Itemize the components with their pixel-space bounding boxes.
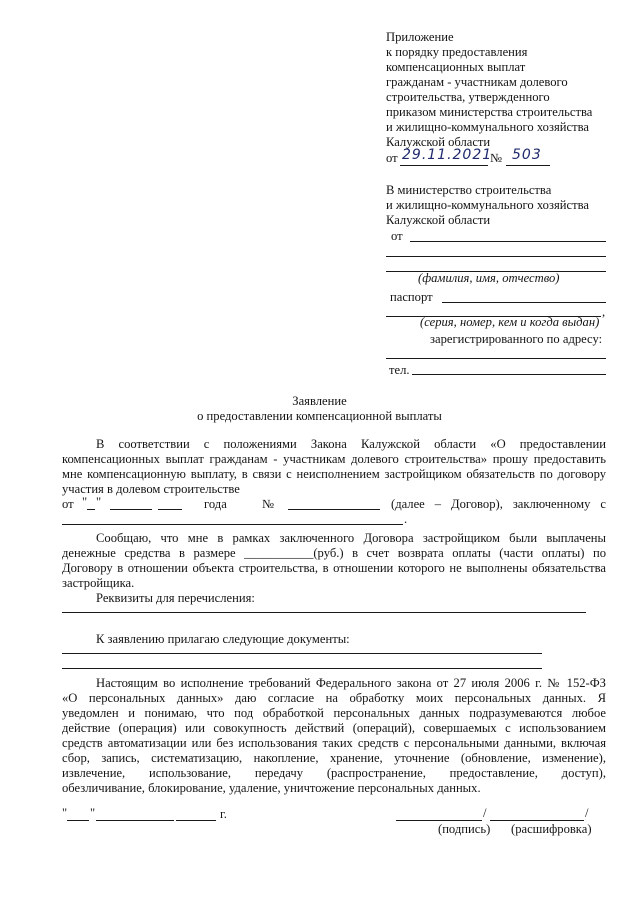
phone-label: тел.	[389, 363, 410, 377]
consent-paragraph-line: сбор, запись, систематизацию, накопление, хранение, уточнение (обновление, изменение),	[62, 751, 606, 765]
appendix-line: приказом министерства строительства	[386, 105, 593, 119]
consent-paragraph-line: «О персональных данных» даю согласие на обработку моих персональных данных. Я	[62, 691, 606, 705]
requisites-field-line[interactable]	[62, 612, 586, 613]
appendix-line: компенсационных выплат	[386, 60, 526, 74]
passport-comma: ,	[602, 305, 606, 319]
request-paragraph-line: участия в долевом строительстве	[62, 482, 240, 496]
signature-slash: /	[483, 806, 487, 820]
requisites-label: Реквизиты для перечисления:	[96, 591, 255, 605]
registered-label: зарегистрированного по адресу:	[430, 332, 603, 346]
passport-field-line[interactable]	[442, 302, 606, 303]
fio-field-line[interactable]	[410, 241, 606, 242]
payment-paragraph-line: денежные средства в размере ___________(руб.) в счет возврата оплаты (части оплаты) по	[62, 546, 606, 560]
contract-year-field[interactable]	[158, 509, 182, 510]
consent-paragraph-line: обезличивание, блокирование, удаление, уничтожение персональных данных.	[62, 781, 481, 795]
appendix-from-prefix: от	[386, 151, 398, 165]
appendix-line: строительства, утвержденного	[386, 90, 550, 104]
consent-paragraph-line: средств автоматизации или без использования таких средств с персональными данными, включая	[62, 736, 606, 750]
footer-quote-open: "	[62, 806, 68, 820]
attachments-label: К заявлению прилагаю следующие документы:	[96, 632, 350, 646]
fio-hint: (фамилия, имя, отчество)	[418, 271, 560, 285]
passport-label: паспорт	[390, 290, 433, 304]
request-paragraph-line: компенсационных выплат гражданам - участникам долевого строительства» прошу предоставить	[62, 452, 606, 466]
contract-number-field[interactable]	[288, 509, 380, 510]
footer-day-field[interactable]	[67, 820, 89, 821]
contract-quote-close: "	[96, 495, 102, 509]
contract-month-field[interactable]	[110, 509, 152, 510]
document-title: Заявление	[292, 394, 347, 408]
appendix-line: Приложение	[386, 30, 454, 44]
request-paragraph-line: В соответствии с положениями Закона Калужской области «О предоставлении	[96, 437, 606, 451]
appendix-number-prefix: №	[490, 151, 503, 165]
addressee-from-label: от	[391, 229, 403, 243]
decode-field[interactable]	[490, 820, 584, 821]
appendix-number-handwritten: 503	[512, 147, 542, 163]
signature-label: (подпись)	[438, 822, 491, 836]
contract-day-field[interactable]	[87, 509, 95, 510]
phone-field-line[interactable]	[412, 374, 606, 375]
appendix-line: и жилищно-коммунального хозяйства	[386, 120, 589, 134]
document-subtitle: о предоставлении компенсационной выплаты	[197, 409, 442, 423]
footer-year-field[interactable]	[176, 820, 216, 821]
address-field-line[interactable]	[386, 358, 606, 359]
appendix-line: к порядку предоставления	[386, 45, 528, 59]
signature-field[interactable]	[396, 820, 482, 821]
decode-slash: /	[585, 806, 589, 820]
contract-from: от	[62, 497, 74, 511]
addressee-line: Калужской области	[386, 213, 491, 227]
contract-end-dot: .	[404, 512, 408, 526]
contract-year-label: года	[204, 497, 227, 511]
appendix-number-underline	[506, 165, 550, 166]
fio-field-line[interactable]	[386, 256, 606, 257]
attachments-field-line[interactable]	[62, 668, 542, 669]
contract-quote-open: "	[82, 495, 88, 509]
footer-quote-close: "	[90, 806, 96, 820]
appendix-line: Калужской области	[386, 135, 491, 149]
appendix-date-underline	[400, 165, 488, 166]
developer-name-field[interactable]	[62, 524, 403, 525]
request-paragraph-line: мне компенсационную выплату, в связи с неисполнением застройщиком обязательств по договору	[62, 467, 606, 481]
payment-paragraph-line: застройщика.	[62, 576, 135, 590]
addressee-line: В министерство строительства	[386, 183, 552, 197]
decode-label: (расшифровка)	[511, 822, 592, 836]
payment-paragraph-line: Сообщаю, что мне в рамках заключенного Договора застройщиком были выплачены	[96, 531, 606, 545]
passport-hint: (серия, номер, кем и когда выдан)	[420, 315, 600, 329]
consent-paragraph-line: действие (операция) или совокупность действий (операций), совершаемых с использованием	[62, 721, 606, 735]
addressee-line: и жилищно-коммунального хозяйства	[386, 198, 589, 212]
contract-number-sign: №	[262, 497, 275, 511]
consent-paragraph-line: Настоящим во исполнение требований Федерального закона от 27 июля 2006 г. № 152-ФЗ	[96, 676, 606, 690]
attachments-field-line[interactable]	[62, 653, 542, 654]
appendix-line: гражданам - участникам долевого	[386, 75, 568, 89]
payment-paragraph-line: Договору в отношении объекта строительства, в отношении которого не выполнены обязательства	[62, 561, 606, 575]
appendix-date-handwritten: 29.11.2021	[402, 147, 493, 163]
contract-tail: (далее – Договор), заключенному с	[391, 497, 606, 511]
footer-year-suffix: г.	[220, 807, 227, 821]
footer-month-field[interactable]	[96, 820, 174, 821]
consent-paragraph-line: извлечение, использование, передачу (распространение, предоставление, доступ),	[62, 766, 606, 780]
consent-paragraph-line: уведомлен и понимаю, что под обработкой персональных данных подразумеваются любое	[62, 706, 606, 720]
